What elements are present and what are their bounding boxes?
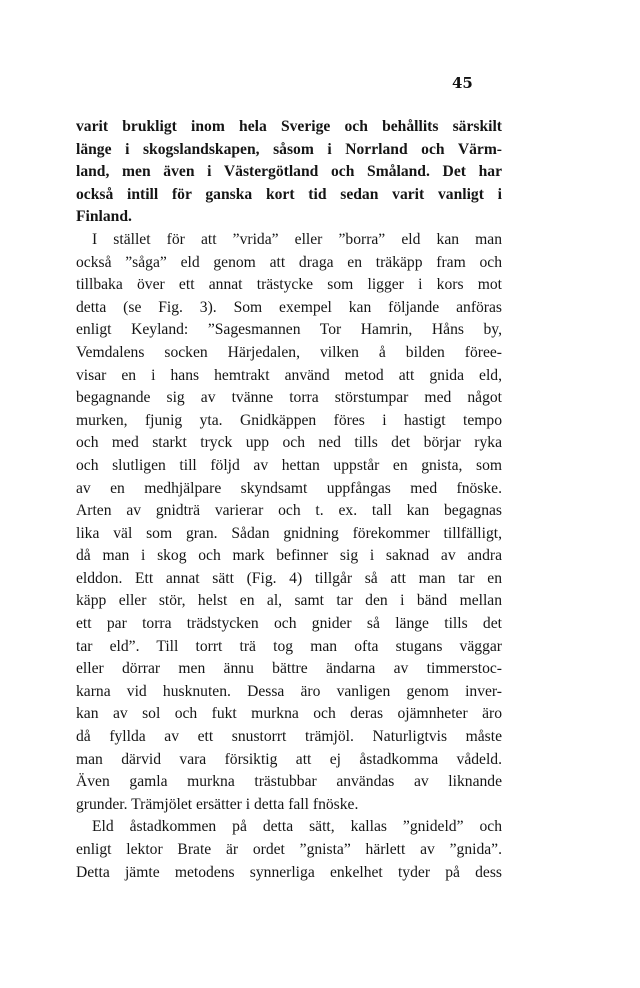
- text-line: I stället för att ”vrida” eller ”borra” eld kan man: [92, 230, 502, 248]
- text-line: ett par torra trädstycken och gnider så länge tills det: [76, 615, 502, 633]
- text-line: land, men även i Västergötland och Småland. Det har: [76, 163, 502, 181]
- text-line: grunder. Trämjölet ersätter i detta fall fnöske.: [76, 795, 359, 813]
- page-number: 45: [452, 74, 473, 92]
- text-line: också ”såga” eld genom att draga en träkäpp fram och: [76, 253, 502, 271]
- text-line: Även gamla murkna trästubbar användas av liknande: [76, 773, 502, 791]
- text-line: varit brukligt inom hela Sverige och behållits särskilt: [76, 118, 502, 135]
- text-line: då man i skog och mark befinner sig i saknad av andra: [76, 547, 502, 565]
- text-line: eller dörrar men ännu bättre ändarna av timmerstoc-: [76, 660, 502, 678]
- text-line: länge i skogslandskapen, såsom i Norrland och Värm-: [76, 140, 502, 158]
- body-text: [76, 116, 502, 884]
- text-line: visar en i hans hemtrakt använd metod att gnida eld,: [76, 366, 502, 384]
- text-line: man därvid vara försiktig att ej åstadkomma vådeld.: [76, 750, 502, 768]
- text-line: tillbaka över ett annat trästycke som ligger i kors mot: [76, 276, 502, 294]
- text-line: Eld åstadkommen på detta sätt, kallas ”gnideld” och: [92, 818, 502, 836]
- text-line: kan av sol och fukt murkna och deras ojämnheter äro: [76, 705, 502, 723]
- text-line: lika väl som gran. Sådan gnidning förekommer tillfälligt,: [76, 524, 502, 542]
- text-line: murken, fjunig yta. Gnidkäppen föres i hastigt tempo: [76, 411, 502, 429]
- text-line: Vemdalens socken Härjedalen, vilken å bilden föreе-: [76, 343, 502, 361]
- text-line: och slutligen till följd av hettan uppstår en gnista, som: [76, 456, 502, 474]
- text-line: detta (se Fig. 3). Som exempel kan följande anföras: [76, 298, 502, 316]
- text-line: Detta jämte metodens synnerliga enkelhet tyder på dess: [76, 863, 502, 881]
- text-line: också intill för ganska kort tid sedan varit vanligt i: [76, 185, 502, 203]
- text-line: av en medhjälpare skyndsamt uppfångas med fnöske.: [76, 479, 502, 497]
- text-line: karna vid husknuten. Dessa äro vanligen genom inver-: [76, 682, 502, 700]
- text-line: enligt Keyland: ”Sagesmannen Tor Hamrin, Håns by,: [76, 321, 502, 339]
- text-line: Finland.: [76, 208, 132, 226]
- text-line: käpp eller stör, helst en al, samt tar den i bänd mellan: [76, 592, 502, 610]
- text-line: elddon. Ett annat sätt (Fig. 4) tillgår så att man tar en: [76, 569, 502, 587]
- text-line: och med starkt tryck upp och ned tills det börjar ryka: [76, 434, 502, 452]
- text-line: tar eld”. Till torrt trä tog man ofta stugans väggar: [76, 637, 502, 655]
- text-line: enligt lektor Brate är ordet ”gnista” härlett av ”gnida”.: [76, 841, 502, 858]
- text-line: då fyllda av ett snustorrt trämjöl. Naturligtvis måste: [76, 728, 502, 746]
- text-line: begagnande sig av tvänne torra störstumpar med något: [76, 389, 502, 407]
- text-line: Arten av gnidträ varierar och t. ex. tall kan begagnas: [76, 502, 502, 520]
